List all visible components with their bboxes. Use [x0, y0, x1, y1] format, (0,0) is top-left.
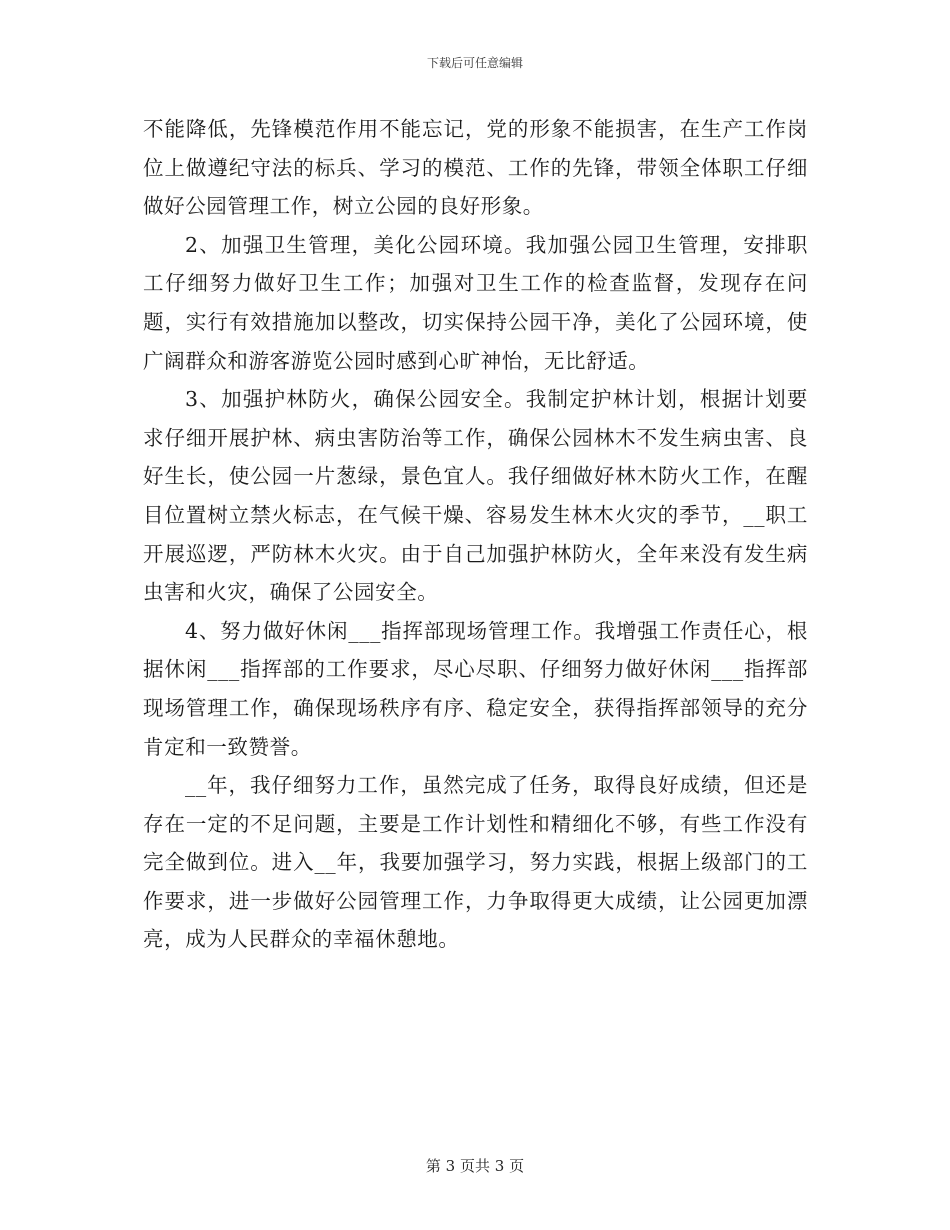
- page-number: 第 3 页共 3 页: [425, 1157, 525, 1175]
- paragraph-summary: __年，我仔细努力工作，虽然完成了任务，取得良好成绩，但还是存在一定的不足问题，主要是工作计划性和精细化不够，有些工作没有完全做到位。进入__年，我要加强学习，努力实践，根据上级部门的工作要求，进一步做好公园管理工作，力争取得更大成绩，让公园更加漂亮，成为人民群众的幸福休憩地。: [143, 773, 808, 952]
- paragraph-continuation: 不能降低，先锋模范作用不能忘记，党的形象不能损害，在生产工作岗位上做遵纪守法的标兵、学习的模范、工作的先锋，带领全体职工仔细做好公园管理工作，树立公园的良好形象。: [143, 117, 808, 219]
- paragraph-sanitation: 2、加强卫生管理，美化公园环境。我加强公园卫生管理，安排职工仔细努力做好卫生工作；加强对卫生工作的检查监督，发现存在问题，实行有效措施加以整改，切实保持公园干净，美化了公园环境，使广阔群众和游客游览公园时感到心旷神怡，无比舒适。: [143, 232, 808, 373]
- paragraph-site-management: 4、努力做好休闲___指挥部现场管理工作。我增强工作责任心，根据休闲___指挥部的工作要求，尽心尽职、仔细努力做好休闲___指挥部现场管理工作，确保现场秩序有序、稳定安全，获得指挥部领导的充分肯定和一致赞誉。: [143, 618, 808, 759]
- document-body: [143, 110, 808, 959]
- paragraph-forest-fire-prevention: 3、加强护林防火，确保公园安全。我制定护林计划，根据计划要求仔细开展护林、病虫害防治等工作，确保公园林木不发生病虫害、良好生长，使公园一片葱绿，景色宜人。我仔细做好林木防火工作，在醒目位置树立禁火标志，在气候干燥、容易发生林木火灾的季节，__职工开展巡逻，严防林木火灾。由于自己加强护林防火，全年来没有发生病虫害和火灾，确保了公园安全。: [143, 387, 808, 605]
- header-note: 下载后可任意编辑: [426, 56, 523, 70]
